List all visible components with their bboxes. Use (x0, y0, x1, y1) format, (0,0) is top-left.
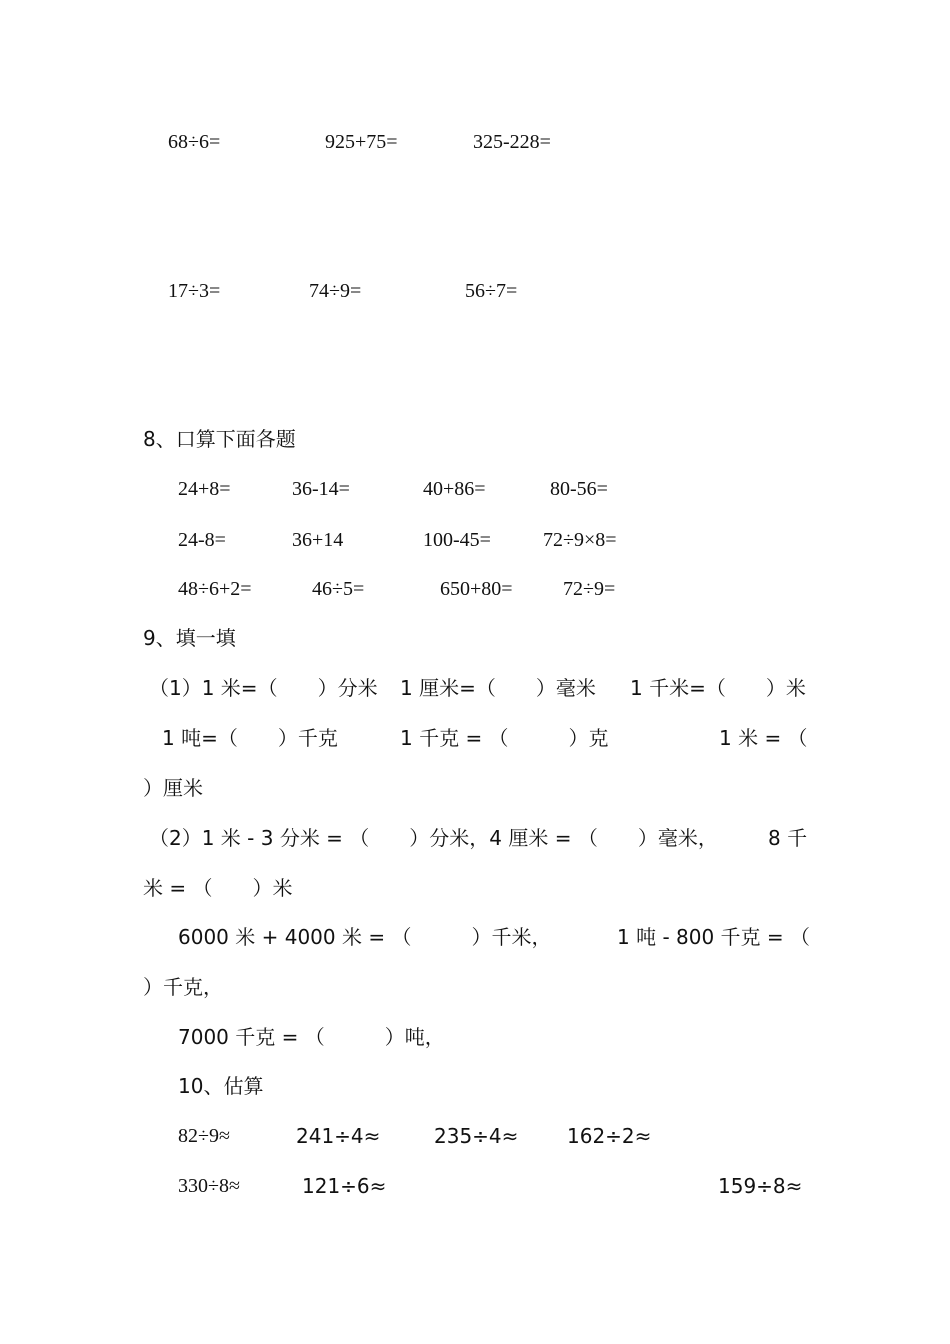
problem: 72÷9×8= (543, 529, 617, 551)
problem: 36+14 (292, 529, 344, 551)
problem: 925+75= (325, 131, 398, 153)
estimate-problem: 241÷4≈ (296, 1124, 381, 1148)
problem: 325-228= (473, 131, 551, 153)
fill-blank: 1 千克 = （ ）克 (400, 726, 609, 750)
fill-blank: 8 千 (768, 826, 808, 850)
problem: 36-14= (292, 478, 350, 500)
problem: 24-8= (178, 529, 226, 551)
estimate-problem: 162÷2≈ (567, 1124, 652, 1148)
fill-blank: 1 吨 - 800 千克 = （ (617, 925, 811, 949)
problem: 48÷6+2= (178, 578, 252, 600)
problem: 40+86= (423, 478, 486, 500)
estimate-problem: 235÷4≈ (434, 1124, 519, 1148)
estimate-problem: 330÷8≈ (178, 1175, 240, 1197)
section-10-title: 10、估算 (178, 1074, 264, 1098)
problem: 56÷7= (465, 280, 518, 302)
problem: 17÷3= (168, 280, 221, 302)
fill-blank: 米 = （ ）米 (143, 876, 293, 900)
problem: 650+80= (440, 578, 513, 600)
fill-blank: （2）1 米 - 3 分米 = （ ）分米，4 厘米 = （ ）毫米， (149, 826, 718, 850)
estimate-problem: 159÷8≈ (718, 1174, 803, 1198)
fill-blank: 6000 米 + 4000 米 = （ ）千米， (178, 925, 552, 949)
problem: 100-45= (423, 529, 491, 551)
estimate-problem: 121÷6≈ (302, 1174, 387, 1198)
fill-blank: 1 厘米=（ ）毫米 (400, 676, 596, 700)
fill-blank: 7000 千克 = （ ）吨， (178, 1025, 445, 1049)
problem: 68÷6= (168, 131, 221, 153)
section-8-title: 8、口算下面各题 (143, 427, 296, 451)
fill-blank: ）厘米 (143, 776, 203, 800)
estimate-problem: 82÷9≈ (178, 1125, 230, 1147)
fill-blank: 1 吨=（ ）千克 (162, 726, 338, 750)
fill-blank: （1）1 米=（ ）分米 (149, 676, 378, 700)
problem: 46÷5= (312, 578, 365, 600)
problem: 72÷9= (563, 578, 616, 600)
problem: 24+8= (178, 478, 231, 500)
problem: 80-56= (550, 478, 608, 500)
section-9-title: 9、填一填 (143, 626, 236, 650)
fill-blank: ）千克， (143, 975, 223, 999)
fill-blank: 1 千米=（ ）米 (630, 676, 806, 700)
fill-blank: 1 米 = （ (719, 726, 808, 750)
problem: 74÷9= (309, 280, 362, 302)
